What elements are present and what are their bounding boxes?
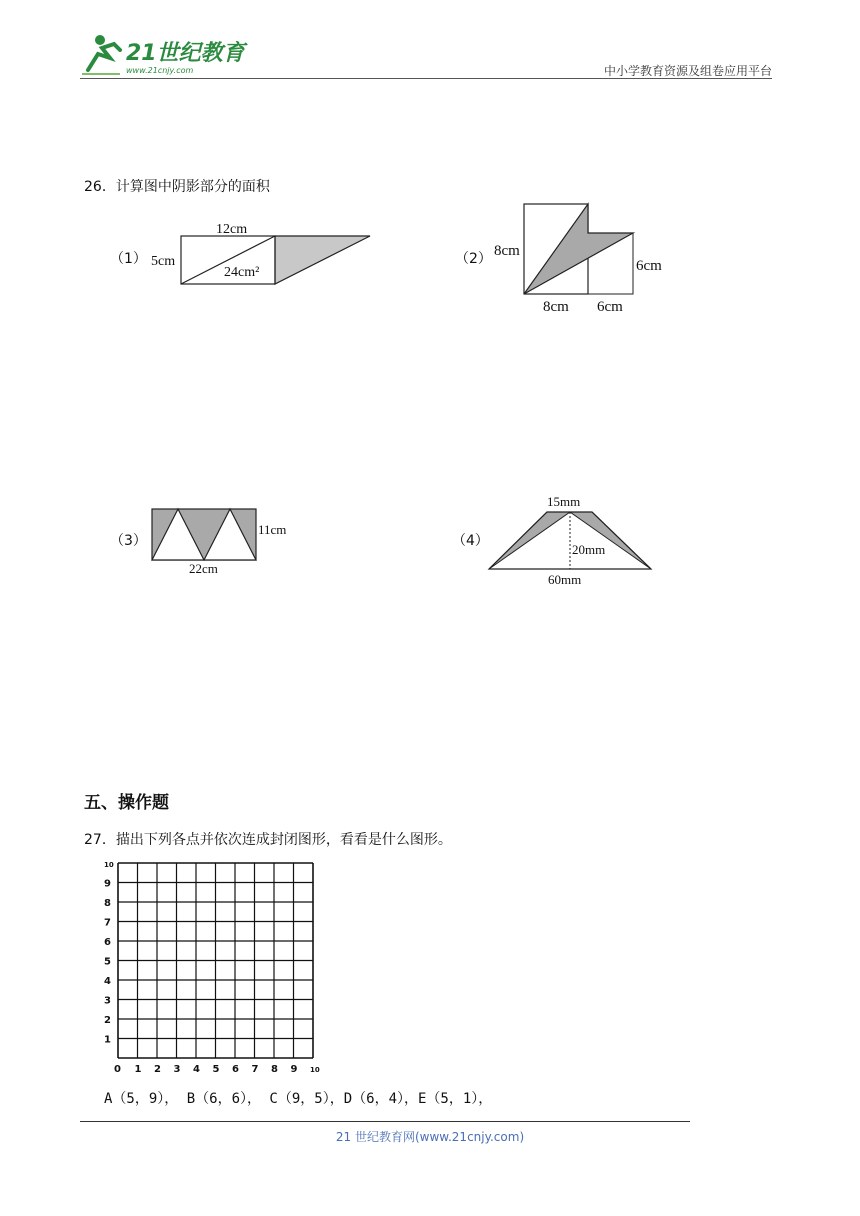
section-5-title: 五、操作题 <box>84 793 169 813</box>
fig4-label: （4） <box>452 533 489 549</box>
x-tick-label: 7 <box>251 1064 259 1075</box>
q27-points: A（5，9）， B（6，6）， C（9，5），D（6，4），E（5，1）， <box>104 1091 493 1107</box>
fig2-label: （2） <box>455 251 492 267</box>
x-axis-ticks <box>114 1064 320 1075</box>
fig4-shaded-right <box>570 512 651 569</box>
fig2-shaded-region <box>524 204 633 294</box>
header-platform-text: 中小学教育资源及组卷应用平台 <box>603 64 772 78</box>
fig2-bottom-right-label: 6cm <box>597 299 623 315</box>
grid-lines <box>118 863 313 1058</box>
fig4-top-label: 15mm <box>547 494 581 509</box>
x-tick-label: 2 <box>154 1064 161 1075</box>
fig3-bottom-label: 22cm <box>189 561 218 576</box>
fig1-top-label: 12cm <box>216 222 248 237</box>
fig3-label: （3） <box>110 533 147 549</box>
y-tick-label: 5 <box>104 956 111 968</box>
fig1-label: （1） <box>110 251 147 267</box>
fig4-shaded-left <box>489 512 570 569</box>
y-axis-ticks <box>104 861 114 1046</box>
x-tick-label: 4 <box>193 1064 200 1075</box>
logo <box>80 30 250 78</box>
fig2-bottom-left-label: 8cm <box>543 299 569 315</box>
y-tick-label: 1 <box>104 1034 111 1046</box>
figure-3 <box>145 502 295 578</box>
fig1-area-label: 24cm² <box>224 265 260 280</box>
figure-2 <box>490 196 670 320</box>
y-tick-label: 7 <box>104 917 111 929</box>
footer-divider <box>80 1121 690 1122</box>
runner-icon <box>82 35 120 74</box>
x-tick-label: 0 <box>114 1064 121 1075</box>
header-divider <box>80 78 772 79</box>
y-tick-label: 6 <box>104 937 111 948</box>
x-tick-label: 1 <box>134 1064 142 1075</box>
y-tick-label: 9 <box>104 878 111 890</box>
fig1-shaded-triangle <box>275 236 370 284</box>
logo-url: www.21cnjy.com <box>126 66 194 75</box>
fig2-right-label: 6cm <box>636 258 662 274</box>
y-tick-label: 4 <box>104 976 111 987</box>
y-tick-label: 10 <box>104 861 114 869</box>
y-tick-label: 3 <box>104 995 111 1007</box>
fig4-height-label: 20mm <box>572 542 606 557</box>
figure-4 <box>485 490 655 588</box>
x-tick-label: 5 <box>212 1064 220 1075</box>
fig4-bottom-label: 60mm <box>548 572 582 587</box>
question-26-title: 26．计算图中阴影部分的面积 <box>84 179 270 195</box>
logo-text: 21世纪教育 <box>126 41 245 66</box>
figure-1 <box>150 218 375 290</box>
fig3-right-label: 11cm <box>258 522 287 537</box>
footer-text: 21 世纪教育网(www.21cnjy.com) <box>335 1130 525 1144</box>
y-tick-label: 2 <box>104 1015 111 1026</box>
y-tick-label: 8 <box>104 898 111 909</box>
question-27-title: 27．描出下列各点并依次连成封闭图形，看看是什么图形。 <box>84 832 452 848</box>
x-tick-label: 8 <box>271 1064 278 1075</box>
fig2-left-label: 8cm <box>494 243 520 259</box>
x-tick-label: 9 <box>290 1064 298 1075</box>
x-tick-label: 10 <box>310 1066 320 1074</box>
x-tick-label: 6 <box>232 1064 239 1075</box>
x-tick-label: 3 <box>173 1064 181 1075</box>
coordinate-grid <box>98 858 328 1076</box>
fig1-side-label: 5cm <box>151 254 176 269</box>
